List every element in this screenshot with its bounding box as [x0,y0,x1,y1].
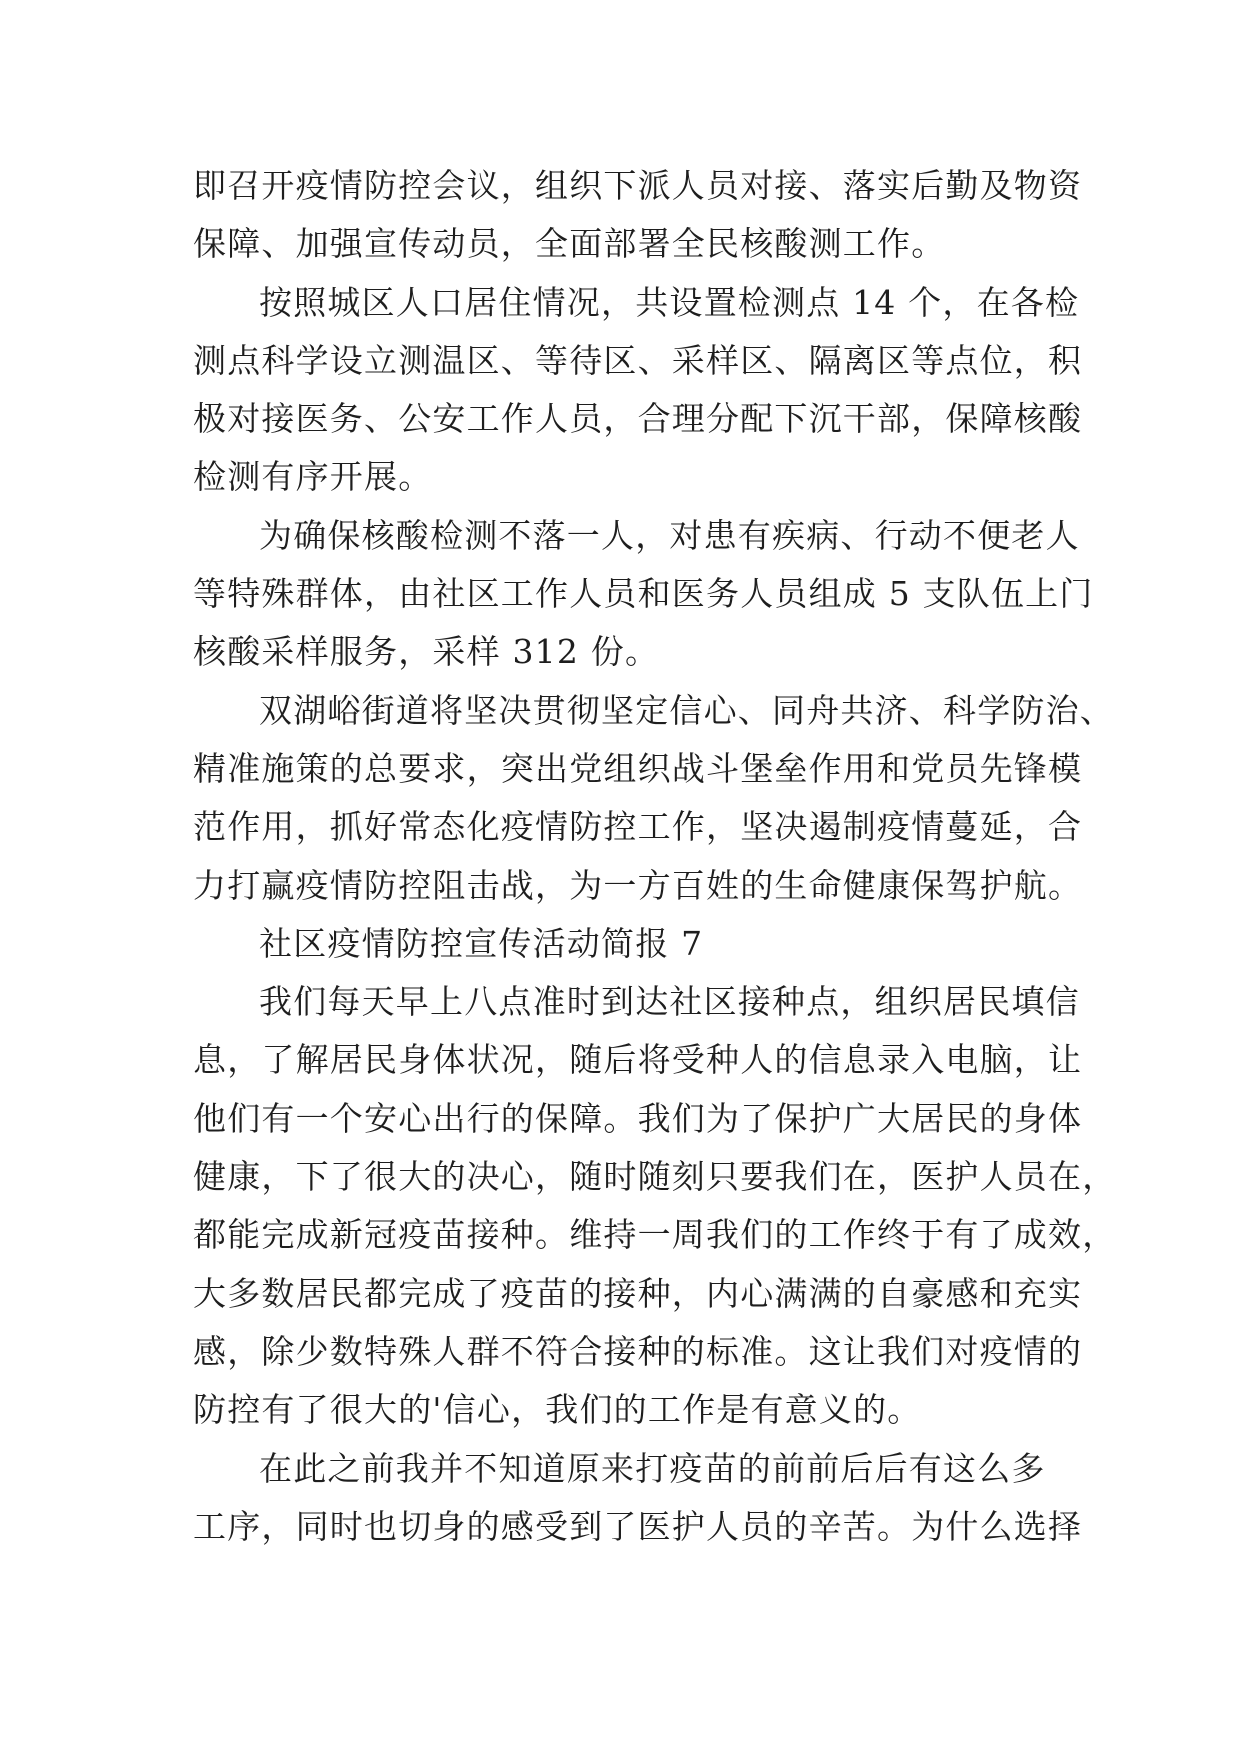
text-line: 在此之前我并不知道原来打疫苗的前前后后有这么多 [259,1448,1046,1488]
paragraph [193,157,1083,274]
paragraph [193,274,1083,507]
text-line: 息，了解居民身体状况，随后将受种人的信息录入电脑，让 [193,1040,1083,1080]
text-line: 极对接医务、公安工作人员，合理分配下沉干部，保障核酸 [193,399,1083,439]
text-line: 测点科学设立测温区、等待区、采样区、隔离区等点位，积 [193,340,1083,380]
text-line: 为确保核酸检测不落一人，对患有疾病、行动不便老人 [259,515,1080,555]
text-line: 感，除少数特殊人群不符合接种的标准。这让我们对疫情的 [193,1331,1083,1371]
text-line: 精准施策的总要求，突出党组织战斗堡垒作用和党员先锋模 [193,748,1083,788]
text-line: 即召开疫情防控会议，组织下派人员对接、落实后勤及物资 [193,166,1083,205]
text-line: 大多数居民都完成了疫苗的接种，内心满满的自豪感和充实 [193,1273,1083,1313]
text-line: 等特殊群体，由社区工作人员和医务人员组成 5 支队伍上门 [193,574,1094,614]
text-line: 我们每天早上八点准时到达社区接种点，组织居民填信 [259,982,1080,1022]
text-line: 工序，同时也切身的感受到了医护人员的辛苦。为什么选择 [193,1506,1083,1546]
text-line: 健康，下了很大的决心，随时随刻只要我们在，医护人员在， [193,1157,1117,1197]
paragraph [193,682,1114,915]
text-line: 双湖峪街道将坚决贯彻坚定信心、同舟共济、科学防治、 [259,690,1114,730]
paragraph [193,1440,1083,1557]
text-line: 核酸采样服务，采样 312 份。 [193,632,660,672]
text-line: 力打赢疫情防控阻击战，为一方百姓的生命健康保驾护航。 [193,865,1083,905]
section-heading [193,915,1068,973]
text-line: 他们有一个安心出行的保障。我们为了保护广大居民的身体 [193,1098,1083,1138]
document-body [193,157,1117,1556]
text-line: 防控有了很大的'信心，我们的工作是有意义的。 [193,1390,922,1430]
text-line: 范作用，抓好常态化疫情防控工作，坚决遏制疫情蔓延，合 [193,807,1083,847]
text-line: 按照城区人口居住情况，共设置检测点 14 个，在各检 [259,282,1080,322]
text-line: 都能完成新冠疫苗接种。维持一周我们的工作终于有了成效， [193,1215,1117,1255]
paragraph [193,973,1117,1439]
text-line: 保障、加强宣传动员，全面部署全民核酸测工作。 [193,224,946,264]
text-line: 社区疫情防控宣传活动简报 7 [259,923,704,963]
text-line: 检测有序开展。 [193,457,433,497]
paragraph [193,507,1094,682]
